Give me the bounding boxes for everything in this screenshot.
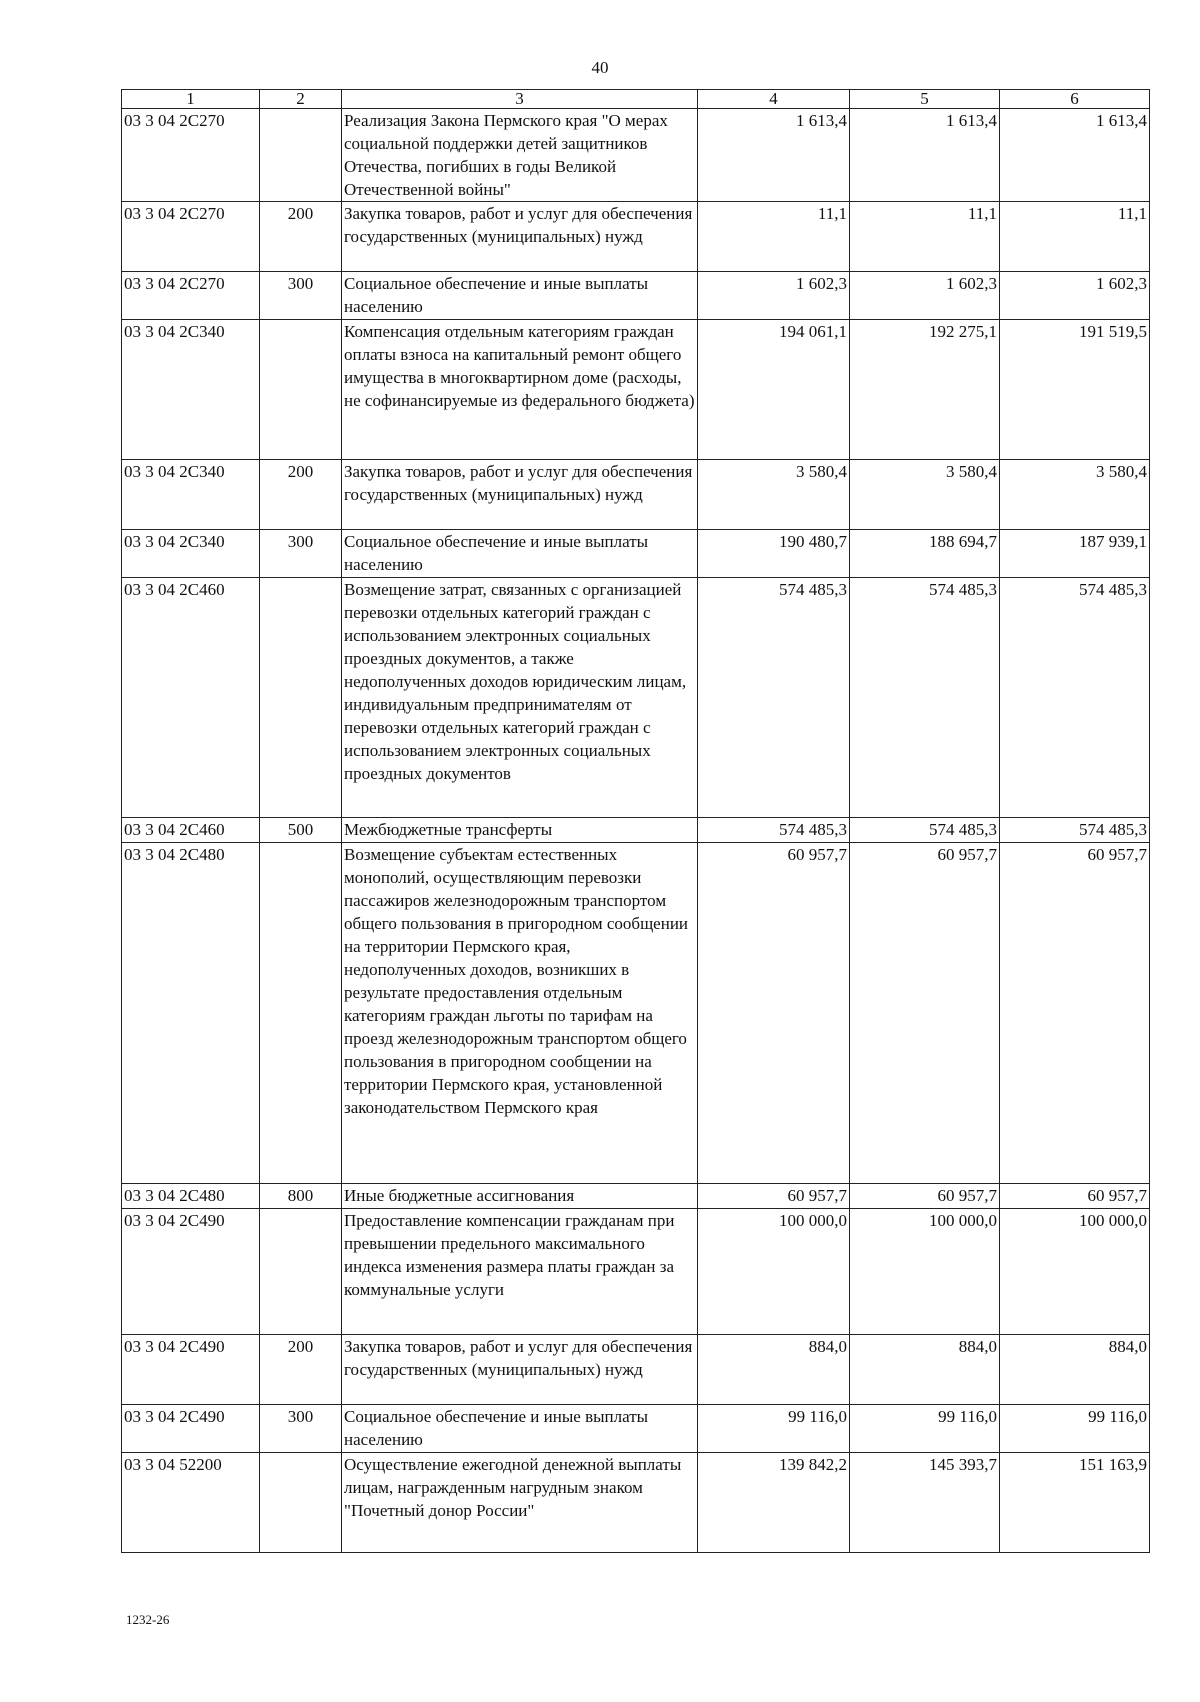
row-value-col6: 151 163,9 [1000,1453,1150,1553]
row-value-col5: 574 485,3 [850,578,1000,818]
row-expense-type: 300 [260,1405,342,1453]
table-header-row [122,90,1150,109]
row-description: Иные бюджетные ассигнования [342,1184,698,1209]
row-value-col6: 1 602,3 [1000,272,1150,320]
row-value-col6: 3 580,4 [1000,460,1150,530]
table-row [122,1453,1150,1553]
row-description: Социальное обеспечение и иные выплаты населению [342,530,698,578]
row-expense-type: 200 [260,460,342,530]
row-code: 03 3 04 2C480 [122,1184,260,1209]
row-value-col5: 1 613,4 [850,109,1000,202]
row-code: 03 3 04 2C490 [122,1335,260,1405]
row-description: Закупка товаров, работ и услуг для обеспечения государственных (муниципальных) нужд [342,460,698,530]
row-value-col6: 187 939,1 [1000,530,1150,578]
table-row [122,1405,1150,1453]
row-expense-type [260,578,342,818]
table-row [122,530,1150,578]
row-description: Социальное обеспечение и иные выплаты населению [342,1405,698,1453]
row-description: Предоставление компенсации гражданам при превышении предельного максимального индекса изменения размера платы граждан за коммунальные услуги [342,1209,698,1335]
row-expense-type: 200 [260,202,342,272]
document-code: 1232-26 [126,1612,170,1627]
row-value-col6: 574 485,3 [1000,578,1150,818]
row-code: 03 3 04 2C340 [122,530,260,578]
row-value-col5: 1 602,3 [850,272,1000,320]
row-value-col5: 188 694,7 [850,530,1000,578]
row-code: 03 3 04 2C270 [122,109,260,202]
table-row [122,1335,1150,1405]
column-header: 4 [698,90,850,109]
column-header: 6 [1000,90,1150,109]
row-description: Осуществление ежегодной денежной выплаты лицам, награжденным нагрудным знаком "Почетный донор России" [342,1453,698,1553]
row-value-col5: 60 957,7 [850,843,1000,1184]
row-value-col4: 1 602,3 [698,272,850,320]
row-description: Социальное обеспечение и иные выплаты населению [342,272,698,320]
row-value-col6: 99 116,0 [1000,1405,1150,1453]
row-value-col4: 3 580,4 [698,460,850,530]
row-expense-type: 500 [260,818,342,843]
budget-table [121,89,1150,1553]
row-value-col5: 884,0 [850,1335,1000,1405]
row-code: 03 3 04 2C270 [122,272,260,320]
row-code: 03 3 04 2C460 [122,818,260,843]
table-row [122,818,1150,843]
row-expense-type [260,843,342,1184]
row-description: Возмещение затрат, связанных с организацией перевозки отдельных категорий граждан с использованием электронных социальных проездных документов, а также недополученных доходов юридическим лицам, индивидуальным предпринимателям от перевозки отдельных категорий граждан с использованием электронных социальных проездных документов [342,578,698,818]
row-value-col4: 11,1 [698,202,850,272]
row-expense-type: 300 [260,530,342,578]
page-number: 40 [591,58,609,77]
row-expense-type: 800 [260,1184,342,1209]
row-code: 03 3 04 52200 [122,1453,260,1553]
table-row [122,578,1150,818]
row-value-col6: 574 485,3 [1000,818,1150,843]
row-value-col4: 60 957,7 [698,1184,850,1209]
row-value-col5: 60 957,7 [850,1184,1000,1209]
row-value-col5: 145 393,7 [850,1453,1000,1553]
row-value-col4: 139 842,2 [698,1453,850,1553]
row-expense-type: 200 [260,1335,342,1405]
row-value-col6: 884,0 [1000,1335,1150,1405]
row-value-col6: 60 957,7 [1000,843,1150,1184]
row-value-col4: 190 480,7 [698,530,850,578]
row-value-col5: 192 275,1 [850,320,1000,460]
table-row [122,460,1150,530]
row-code: 03 3 04 2C480 [122,843,260,1184]
row-value-col4: 574 485,3 [698,818,850,843]
column-header: 2 [260,90,342,109]
row-code: 03 3 04 2C490 [122,1405,260,1453]
row-code: 03 3 04 2C340 [122,460,260,530]
row-value-col6: 60 957,7 [1000,1184,1150,1209]
row-expense-type: 300 [260,272,342,320]
row-value-col4: 574 485,3 [698,578,850,818]
row-value-col6: 100 000,0 [1000,1209,1150,1335]
column-header: 1 [122,90,260,109]
row-description: Реализация Закона Пермского края "О мерах социальной поддержки детей защитников Отечества, погибших в годы Великой Отечественной войны" [342,109,698,202]
row-description: Закупка товаров, работ и услуг для обеспечения государственных (муниципальных) нужд [342,202,698,272]
row-expense-type [260,1453,342,1553]
table-row [122,202,1150,272]
row-value-col5: 11,1 [850,202,1000,272]
row-code: 03 3 04 2C270 [122,202,260,272]
row-code: 03 3 04 2C460 [122,578,260,818]
row-description: Межбюджетные трансферты [342,818,698,843]
table-row [122,843,1150,1184]
row-description: Компенсация отдельным категориям граждан оплаты взноса на капитальный ремонт общего имущества в многоквартирном доме (расходы, не софинансируемые из федерального бюджета) [342,320,698,460]
row-expense-type [260,320,342,460]
table-row [122,109,1150,202]
row-value-col5: 3 580,4 [850,460,1000,530]
row-value-col4: 194 061,1 [698,320,850,460]
row-description: Закупка товаров, работ и услуг для обеспечения государственных (муниципальных) нужд [342,1335,698,1405]
table-row [122,320,1150,460]
row-value-col4: 884,0 [698,1335,850,1405]
column-header: 3 [342,90,698,109]
row-value-col6: 191 519,5 [1000,320,1150,460]
row-value-col4: 100 000,0 [698,1209,850,1335]
column-header: 5 [850,90,1000,109]
row-code: 03 3 04 2C490 [122,1209,260,1335]
row-description: Возмещение субъектам естественных монополий, осуществляющим перевозки пассажиров железнодорожным транспортом общего пользования в пригородном сообщении на территории Пермского края, недополученных доходов, возникших в результате предоставления отдельным категориям граждан льготы по тарифам на проезд железнодорожным транспортом общего пользования в пригородном сообщении на территории Пермского края, установленной законодательством Пермского края [342,843,698,1184]
row-value-col4: 60 957,7 [698,843,850,1184]
row-value-col4: 1 613,4 [698,109,850,202]
table-row [122,1184,1150,1209]
row-value-col5: 99 116,0 [850,1405,1000,1453]
row-value-col5: 100 000,0 [850,1209,1000,1335]
row-expense-type [260,1209,342,1335]
row-value-col5: 574 485,3 [850,818,1000,843]
row-code: 03 3 04 2C340 [122,320,260,460]
row-value-col6: 11,1 [1000,202,1150,272]
row-value-col6: 1 613,4 [1000,109,1150,202]
table-row [122,272,1150,320]
row-expense-type [260,109,342,202]
table-row [122,1209,1150,1335]
row-value-col4: 99 116,0 [698,1405,850,1453]
